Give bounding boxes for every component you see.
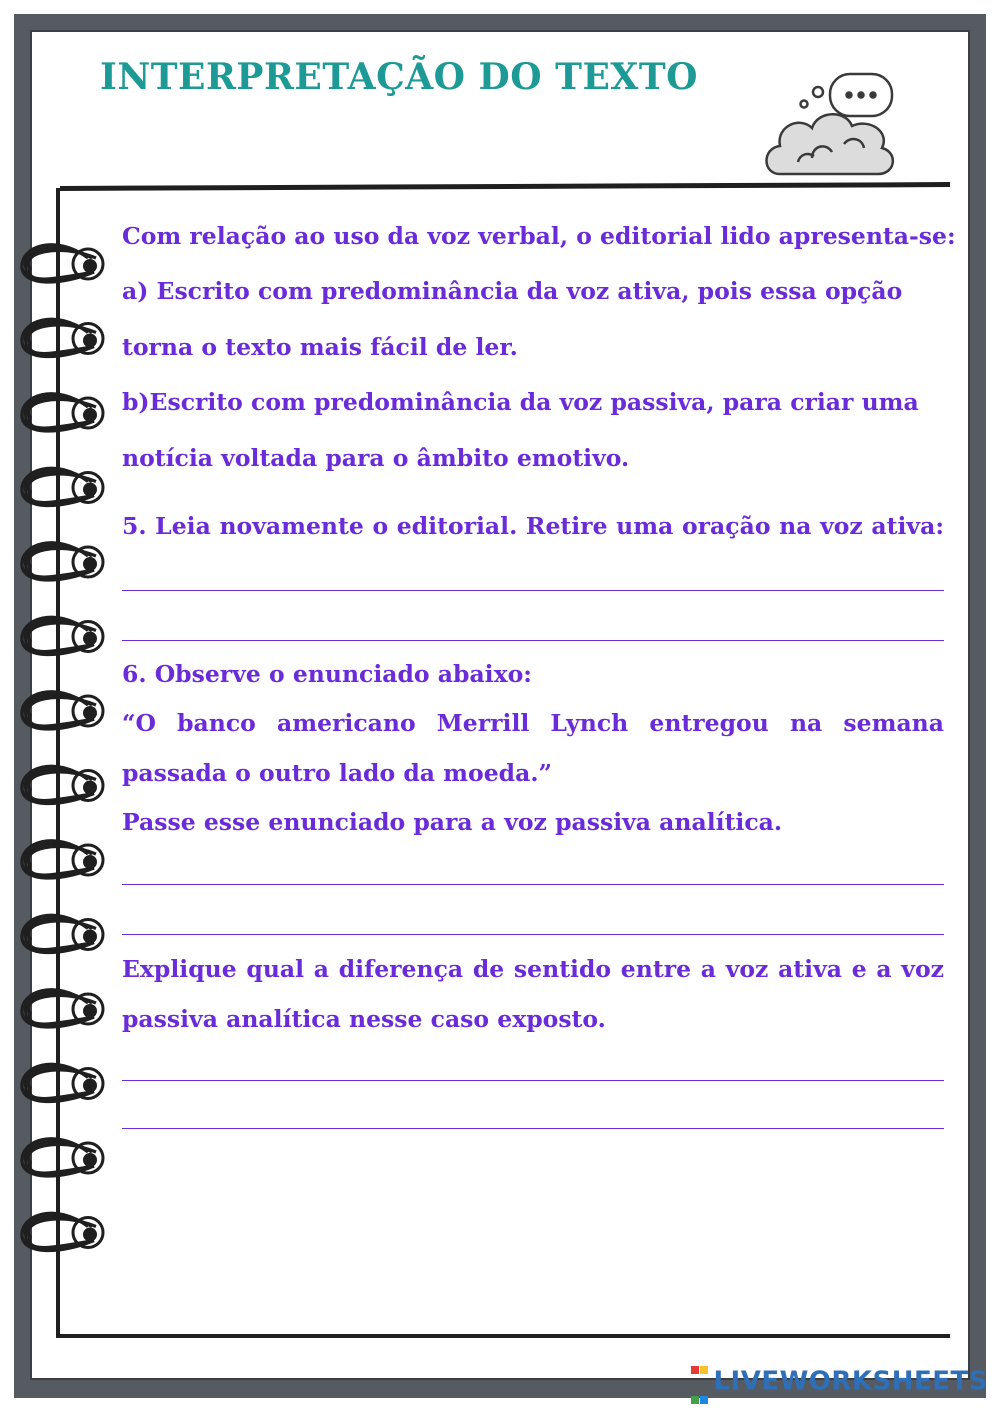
- spiral-ring: [22, 1064, 103, 1101]
- spiral-ring: [22, 617, 103, 654]
- option-b-line-2: notícia voltada para o âmbito emotivo.: [122, 444, 630, 472]
- spiral-ring: [22, 990, 103, 1027]
- question-intro: Com relação ao uso da voz verbal, o editorial lido apresenta-se:: [122, 222, 956, 250]
- question-7-line-2: passiva analítica nesse caso exposto.: [122, 1005, 606, 1033]
- spiral-ring: [22, 394, 103, 431]
- spiral-binding: [16, 240, 116, 1280]
- spiral-ring: [22, 468, 103, 505]
- answer-line[interactable]: [122, 640, 944, 641]
- question-6-quote-line-1: “O banco americano Merrill Lynch entregou na semana: [122, 709, 944, 737]
- speech-cloud-icon: [760, 66, 910, 184]
- option-b-line-1: b)Escrito com predominância da voz passiva, para criar uma: [122, 388, 919, 416]
- question-6-quote-line-2: passada o outro lado da moeda.”: [122, 759, 553, 787]
- question-6-instruction: Passe esse enunciado para a voz passiva analítica.: [122, 808, 783, 836]
- spiral-ring: [22, 841, 103, 878]
- answer-line[interactable]: [122, 884, 944, 885]
- spiral-ring: [22, 1139, 103, 1176]
- logo-icon: [691, 1352, 709, 1412]
- spiral-ring: [22, 915, 103, 952]
- answer-line[interactable]: [122, 590, 944, 591]
- brand-name: LIVEWORKSHEETS: [713, 1366, 988, 1397]
- question-7-line-1: Explique qual a diferença de sentido entre a voz ativa e a voz: [122, 955, 944, 983]
- answer-line[interactable]: [122, 1080, 944, 1081]
- bottom-rule: [60, 1334, 950, 1338]
- spiral-ring: [22, 766, 103, 803]
- question-6-title: 6. Observe o enunciado abaixo:: [122, 660, 532, 688]
- spiral-ring: [22, 319, 103, 356]
- option-a-line-2: torna o texto mais fácil de ler.: [122, 333, 518, 361]
- spiral-ring: [22, 1213, 103, 1250]
- answer-line[interactable]: [122, 1128, 944, 1129]
- spiral-ring: [22, 692, 103, 729]
- question-5: 5. Leia novamente o editorial. Retire uma oração na voz ativa:: [122, 512, 944, 540]
- page-title: INTERPRETAÇÃO DO TEXTO: [100, 56, 698, 98]
- answer-line[interactable]: [122, 934, 944, 935]
- spiral-ring: [22, 245, 103, 282]
- liveworksheets-logo: [691, 1352, 988, 1412]
- spiral-ring: [22, 543, 103, 580]
- option-a-line-1: a) Escrito com predominância da voz ativa, pois essa opção: [122, 277, 903, 305]
